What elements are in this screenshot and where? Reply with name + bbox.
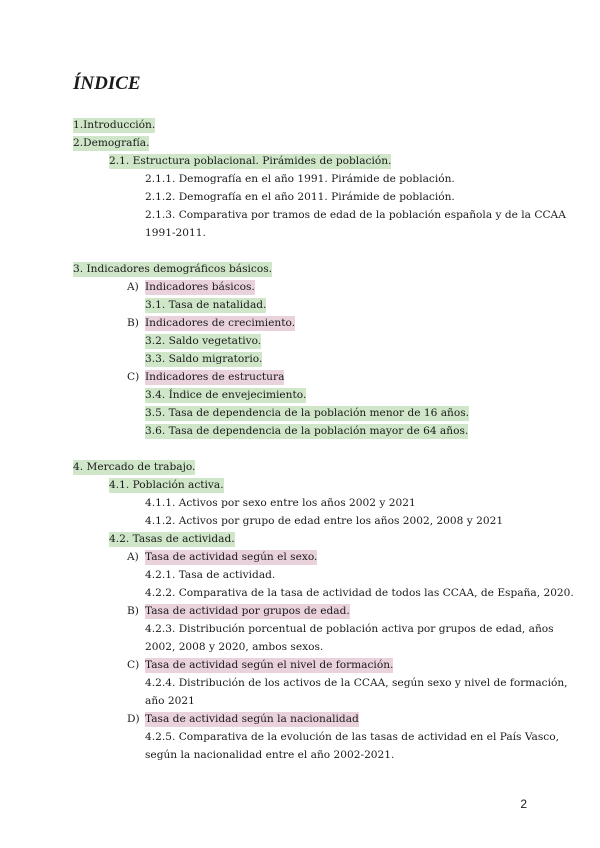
toc-entry[interactable]: 1.Introducción. bbox=[73, 119, 156, 131]
list-marker: C) bbox=[127, 659, 140, 671]
toc-entry[interactable]: 3. Indicadores demográficos básicos. bbox=[73, 263, 273, 275]
toc-subheading[interactable]: Tasa de actividad según la nacionalidad bbox=[145, 713, 359, 725]
toc-entry-continuation[interactable]: 1991-2011. bbox=[145, 227, 206, 239]
list-marker: C) bbox=[127, 371, 140, 383]
toc-subheading[interactable]: Indicadores básicos. bbox=[145, 281, 255, 293]
page-title: ÍNDICE bbox=[73, 73, 141, 94]
list-marker: A) bbox=[127, 281, 139, 293]
toc-entry[interactable]: 4.1.1. Activos por sexo entre los años 2002 y 2021 bbox=[145, 497, 416, 509]
toc-entry[interactable]: 4.1.2. Activos por grupo de edad entre los años 2002, 2008 y 2021 bbox=[145, 515, 504, 527]
toc-entry[interactable]: 3.6. Tasa de dependencia de la población mayor de 64 años. bbox=[145, 425, 469, 437]
toc-entry[interactable]: 3.2. Saldo vegetativo. bbox=[145, 335, 262, 347]
toc-entry[interactable]: 4.2.5. Comparativa de la evolución de las tasas de actividad en el País Vasco, bbox=[145, 731, 559, 743]
toc-entry[interactable]: 3.3. Saldo migratorio. bbox=[145, 353, 263, 365]
toc-entry-continuation[interactable]: año 2021 bbox=[145, 695, 195, 707]
toc-entry[interactable]: 3.4. Índice de envejecimiento. bbox=[145, 389, 307, 401]
toc-entry[interactable]: 4.1. Población activa. bbox=[109, 479, 224, 491]
toc-entry[interactable]: 4. Mercado de trabajo. bbox=[73, 461, 196, 473]
toc-entry[interactable]: 3.5. Tasa de dependencia de la población menor de 16 años. bbox=[145, 407, 470, 419]
toc-subheading[interactable]: Indicadores de estructura bbox=[145, 371, 285, 383]
list-marker: A) bbox=[127, 551, 139, 563]
toc-entry[interactable]: 2.1.1. Demografía en el año 1991. Pirámide de población. bbox=[145, 173, 455, 185]
list-marker: D) bbox=[127, 713, 140, 725]
toc-subheading[interactable]: Tasa de actividad según el sexo. bbox=[145, 551, 318, 563]
toc-entry[interactable]: 2.Demografía. bbox=[73, 137, 150, 149]
toc-entry[interactable]: 2.1.2. Demografía en el año 2011. Pirámide de población. bbox=[145, 191, 455, 203]
toc-entry-continuation[interactable]: según la nacionalidad entre el año 2002-2021. bbox=[145, 749, 395, 761]
toc-entry[interactable]: 2.1. Estructura poblacional. Pirámides de población. bbox=[109, 155, 392, 167]
toc-subheading[interactable]: Tasa de actividad por grupos de edad. bbox=[145, 605, 350, 617]
toc-entry[interactable]: 4.2.2. Comparativa de la tasa de actividad de todos las CCAA, de España, 2020. bbox=[145, 587, 574, 599]
toc-subheading[interactable]: Tasa de actividad según el nivel de formación. bbox=[145, 659, 394, 671]
toc-entry[interactable]: 4.2.4. Distribución de los activos de la CCAA, según sexo y nivel de formación, bbox=[145, 677, 568, 689]
toc-entry[interactable]: 2.1.3. Comparativa por tramos de edad de la población española y de la CCAA bbox=[145, 209, 566, 221]
list-marker: B) bbox=[127, 605, 139, 617]
toc-subheading[interactable]: Indicadores de crecimiento. bbox=[145, 317, 296, 329]
toc-entry[interactable]: 4.2.3. Distribución porcentual de población activa por grupos de edad, años bbox=[145, 623, 554, 635]
list-marker: B) bbox=[127, 317, 139, 329]
toc-entry-continuation[interactable]: 2002, 2008 y 2020, ambos sexos. bbox=[145, 641, 324, 653]
toc-entry[interactable]: 3.1. Tasa de natalidad. bbox=[145, 299, 267, 311]
toc-entry[interactable]: 4.2. Tasas de actividad. bbox=[109, 533, 235, 545]
toc-entry[interactable]: 4.2.1. Tasa de actividad. bbox=[145, 569, 276, 581]
page-number: 2 bbox=[520, 797, 527, 811]
